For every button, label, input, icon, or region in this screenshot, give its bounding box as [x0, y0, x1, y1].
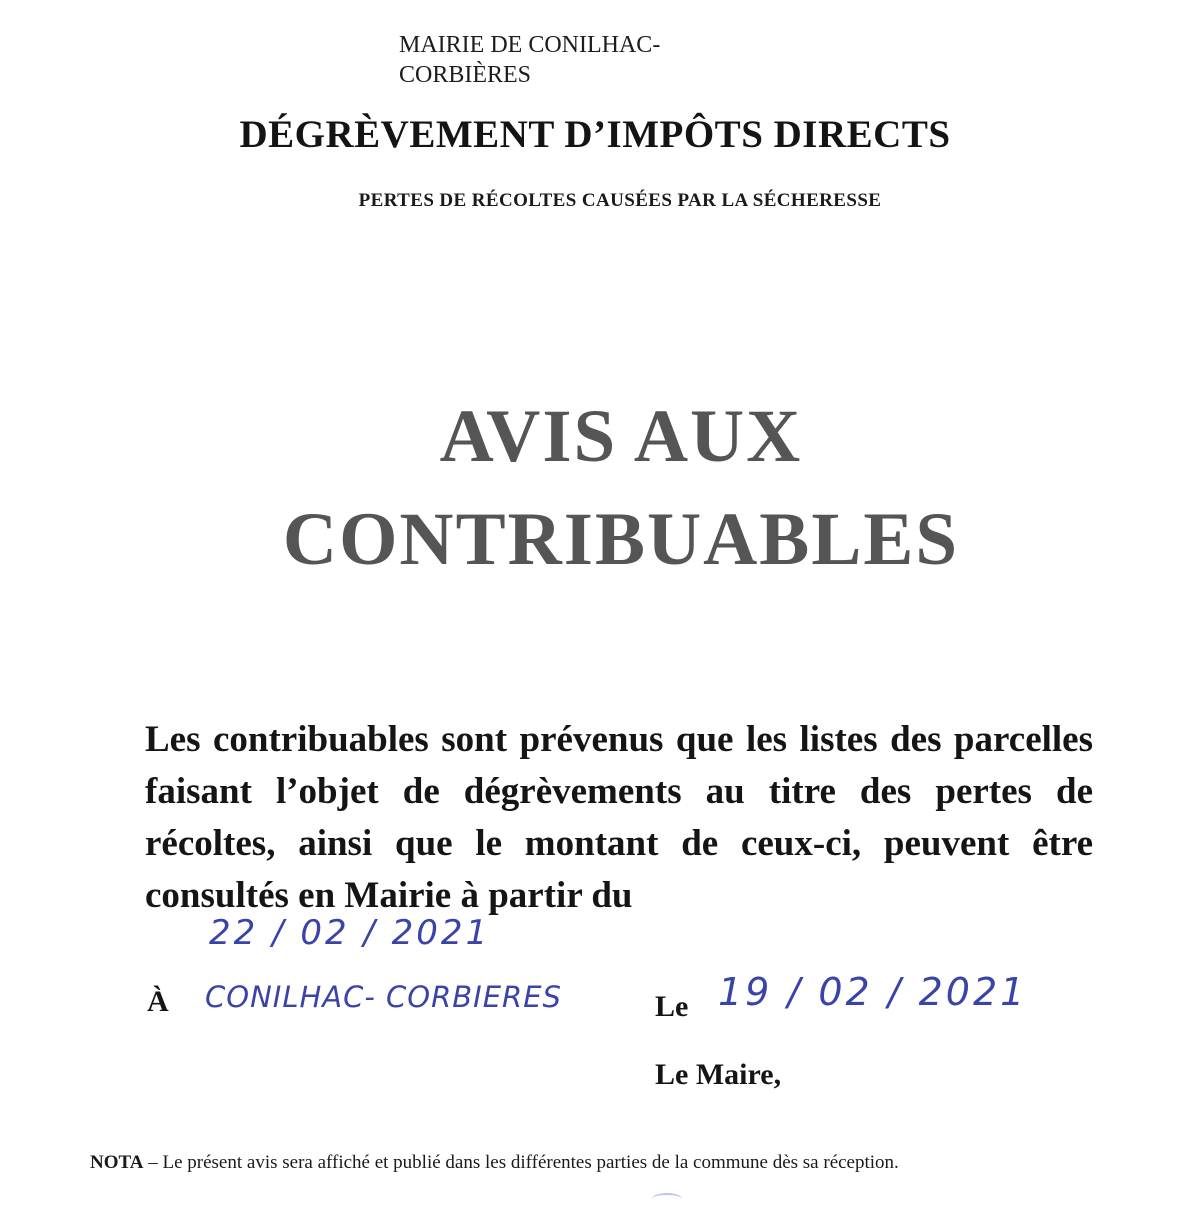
issuer-line-1: MAIRIE DE CONILHAC-: [399, 32, 661, 58]
nota-text: – Le présent avis sera affiché et publié dans les différentes parties de la commune dès sa réception.: [143, 1152, 899, 1173]
document-subtitle: PERTES DE RÉCOLTES CAUSÉES PAR LA SÉCHERESSE: [358, 190, 882, 211]
stamp-edge-mark: [652, 1193, 682, 1205]
place-label: À: [147, 985, 169, 1018]
issuer-line-2: CORBIÈRES: [399, 62, 532, 88]
notice-body-text: Les contribuables sont prévenus que les listes des parcelles faisant l’objet de dégrèvements au titre des pertes de récoltes, ainsi que le montant de ceux-ci, peuvent être consultés en Mairie à partir: [145, 719, 1093, 916]
nota-footnote: [90, 1152, 1150, 1174]
issuer-block: [399, 30, 729, 90]
headline-line-2: CONTRIBUABLES: [282, 498, 960, 581]
notice-headline: [0, 385, 1190, 591]
document-title: DÉGRÈVEMENT D’IMPÔTS DIRECTS: [239, 113, 951, 156]
mayor-label: Le Maire,: [655, 1058, 782, 1091]
consultation-start-date: 22 / 02 / 2021: [209, 913, 491, 953]
place-value: CONILHAC- CORBIERES: [205, 980, 562, 1014]
nota-label: NOTA: [90, 1152, 144, 1173]
notice-body: [145, 714, 1093, 922]
from-label: du: [591, 875, 633, 916]
headline-line-1: AVIS AUX: [439, 395, 803, 478]
signature-date: 19 / 02 / 2021: [718, 970, 1028, 1014]
date-label: Le: [655, 990, 689, 1023]
